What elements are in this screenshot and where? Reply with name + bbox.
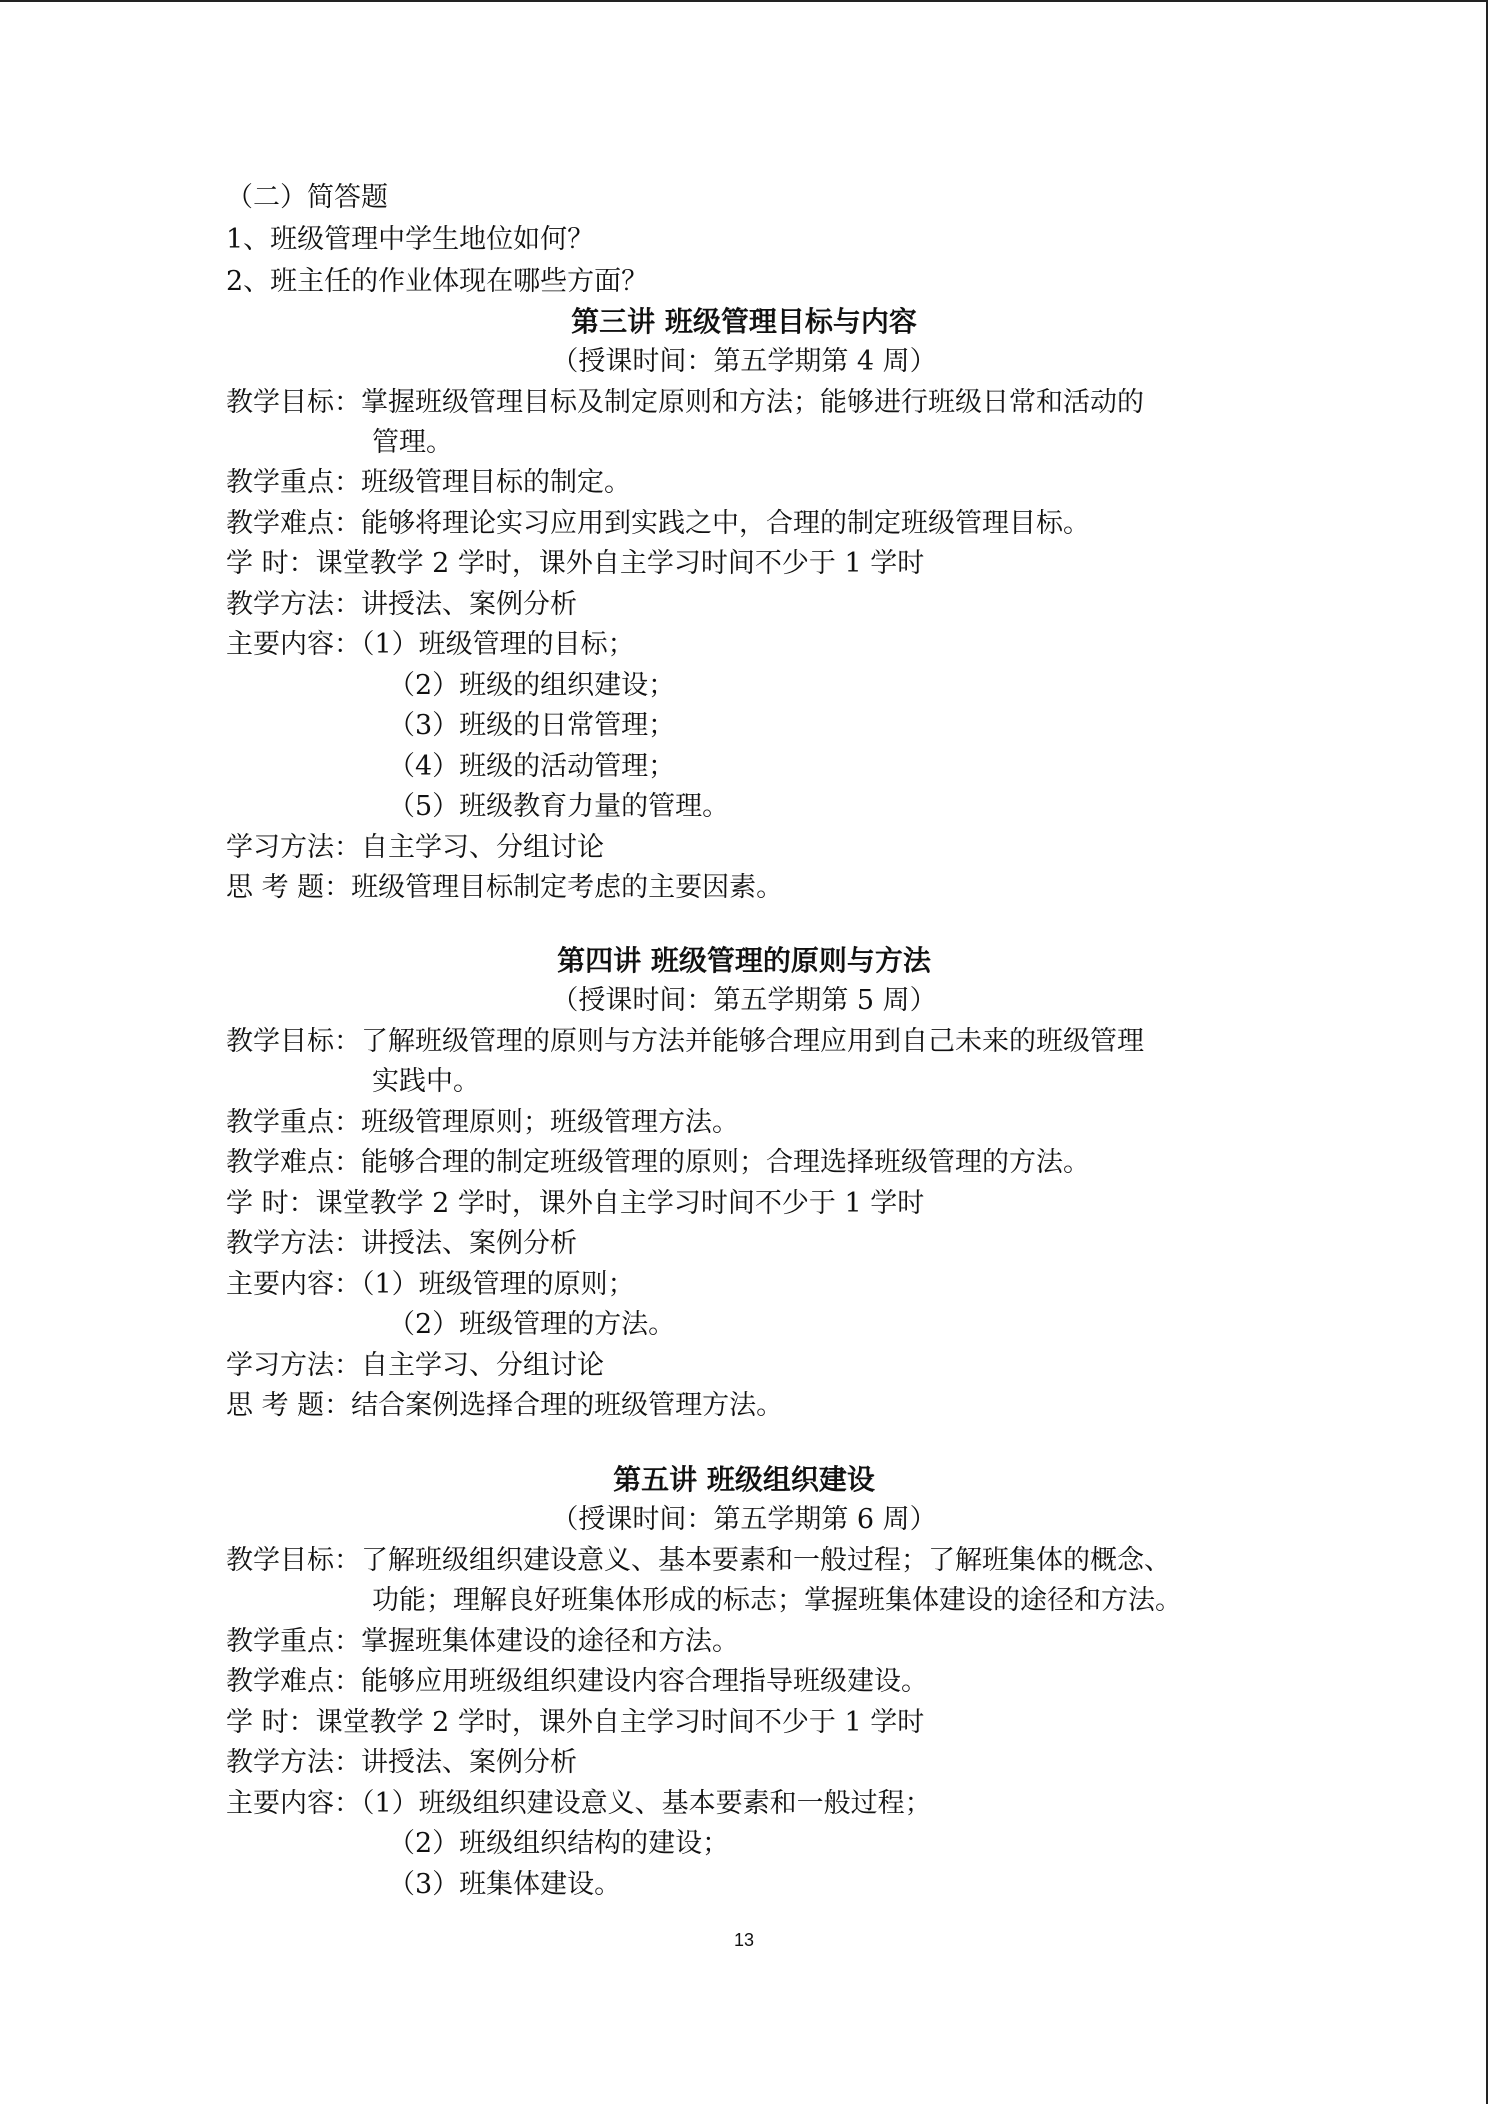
lecture5-content-item: （2）班级组织结构的建设；	[388, 1828, 730, 1859]
lecture3-content-item: （5）班级教育力量的管理。	[388, 791, 730, 822]
lecture5-title: 第五讲 班级组织建设	[613, 1463, 875, 1496]
lecture4-key-point: 教学重点：班级管理原则；班级管理方法。	[226, 1107, 739, 1138]
lecture4-objective: 教学目标：了解班级管理的原则与方法并能够合理应用到自己未来的班级管理	[226, 1026, 1144, 1057]
lecture4-learning-method: 学习方法：自主学习、分组讨论	[226, 1350, 604, 1381]
lecture3-time: （授课时间：第五学期第 4 周）	[551, 346, 937, 377]
lecture3-difficulty: 教学难点：能够将理论实习应用到实践之中，合理的制定班级管理目标。	[226, 508, 1090, 539]
lecture3-content-item: （2）班级的组织建设；	[388, 670, 676, 701]
lecture3-objective: 教学目标：掌握班级管理目标及制定原则和方法；能够进行班级日常和活动的	[226, 387, 1144, 418]
lecture4-time: （授课时间：第五学期第 5 周）	[551, 985, 937, 1016]
lecture3-thinking-question: 思 考 题：班级管理目标制定考虑的主要因素。	[226, 872, 784, 903]
lecture5-objective: 教学目标：了解班级组织建设意义、基本要素和一般过程；了解班集体的概念、	[226, 1545, 1171, 1576]
question-2: 2、班主任的作业体现在哪些方面？	[226, 266, 649, 297]
lecture5-hours: 学 时：课堂教学 2 学时，课外自主学习时间不少于 1 学时	[226, 1707, 925, 1738]
lecture4-thinking-question: 思 考 题：结合案例选择合理的班级管理方法。	[226, 1390, 784, 1421]
lecture4-title: 第四讲 班级管理的原则与方法	[557, 944, 931, 977]
lecture4-teaching-method: 教学方法：讲授法、案例分析	[226, 1228, 577, 1259]
lecture4-difficulty: 教学难点：能够合理的制定班级管理的原则；合理选择班级管理的方法。	[226, 1147, 1090, 1178]
page-number: 13	[733, 1930, 755, 1950]
lecture5-content-item: （3）班集体建设。	[388, 1869, 622, 1900]
lecture4-content: 主要内容：（1）班级管理的原则；	[226, 1269, 635, 1300]
lecture3-content-item: （4）班级的活动管理；	[388, 751, 676, 782]
lecture4-hours: 学 时：课堂教学 2 学时，课外自主学习时间不少于 1 学时	[226, 1188, 925, 1219]
lecture3-hours: 学 时：课堂教学 2 学时，课外自主学习时间不少于 1 学时	[226, 548, 925, 579]
lecture5-teaching-method: 教学方法：讲授法、案例分析	[226, 1747, 577, 1778]
lecture3-content-item: （3）班级的日常管理；	[388, 710, 676, 741]
lecture5-time: （授课时间：第五学期第 6 周）	[551, 1504, 937, 1535]
lecture3-key-point: 教学重点：班级管理目标的制定。	[226, 467, 631, 498]
lecture3-content: 主要内容：（1）班级管理的目标；	[226, 629, 635, 660]
page-border-top	[0, 0, 1488, 2]
lecture3-learning-method: 学习方法：自主学习、分组讨论	[226, 832, 604, 863]
lecture3-teaching-method: 教学方法：讲授法、案例分析	[226, 589, 577, 620]
lecture5-content: 主要内容：（1）班级组织建设意义、基本要素和一般过程；	[226, 1788, 932, 1819]
lecture3-objective-cont: 管理。	[372, 427, 453, 458]
lecture4-objective-cont: 实践中。	[372, 1066, 480, 1097]
lecture4-content-item: （2）班级管理的方法。	[388, 1309, 676, 1340]
lecture5-key-point: 教学重点：掌握班集体建设的途径和方法。	[226, 1626, 739, 1657]
question-1: 1、班级管理中学生地位如何？	[226, 224, 595, 255]
lecture5-objective-cont: 功能；理解良好班集体形成的标志；掌握班集体建设的途径和方法。	[372, 1585, 1182, 1616]
lecture5-difficulty: 教学难点：能够应用班级组织建设内容合理指导班级建设。	[226, 1666, 928, 1697]
lecture3-title: 第三讲 班级管理目标与内容	[571, 305, 917, 338]
section-heading: （二）简答题	[226, 182, 388, 213]
